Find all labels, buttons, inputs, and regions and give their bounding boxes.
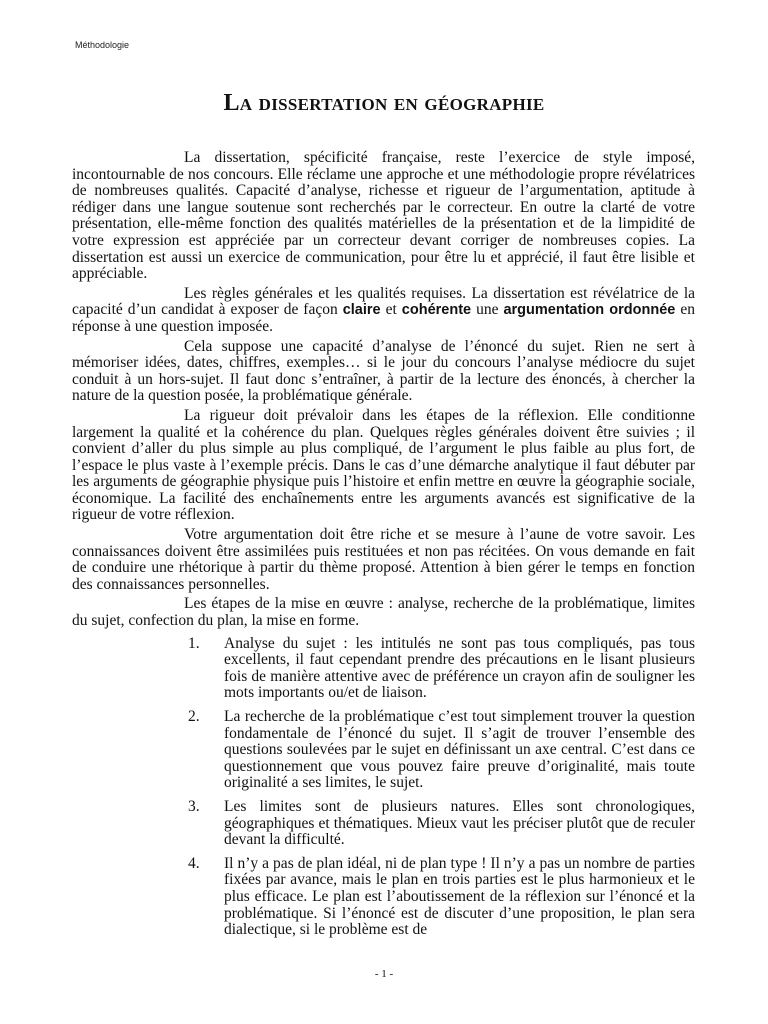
- paragraph-text: en réponse à une question imposée.: [72, 301, 695, 335]
- page-number: - 1 -: [374, 968, 394, 980]
- list-number: 3.: [188, 797, 200, 815]
- list-item-text: Les limites sont de plusieurs natures. Elles sont chronologiques, géographiques et thématiques. Mieux vaut les préciser plutôt que de reculer devant la difficulté.: [224, 797, 695, 849]
- paragraph-steps-intro: Les étapes de la mise en œuvre : analyse, recherche de la problématique, limites du sujet, confection du plan, la mise en forme.: [72, 595, 695, 630]
- emphasis-argumentation: argumentation ordonnée: [503, 302, 676, 319]
- list-item: [72, 709, 695, 792]
- paragraph-intro: La dissertation, spécificité française, reste l’exercice de style imposé, incontournable de nos concours. Elle réclame une approche et une méthodologie propre révélatrices de nombreuses qualités. Capacité d’analyse, richesse et rigueur de l’argumentation, aptitude à rédiger dans une langue soutenue sont recherchés par le correcteur. En outre la clarté de votre présentation, elle-même fonction des qualités matérielles de la présentation et de la limpidité de votre expression est appréciée par un correcteur devant corriger de nombreuses copies. La dissertation est aussi un exercice de communication, pour être lu et apprécié, il faut être lisible et appréciable.: [72, 149, 695, 283]
- list-item-text: La recherche de la problématique c’est tout simplement trouver la question fondamentale de l’énoncé du sujet. Il s’agit de trouver l’ensemble des questions soulevées par le sujet en définissant un axe central. C’est dans ce questionnement que vous pouvez faire preuve d’originalité, mais toute originalité a ses limites, le sujet.: [224, 708, 695, 792]
- page-title: La dissertation en géographie: [223, 90, 545, 116]
- paragraph-argumentation: Votre argumentation doit être riche et se mesure à l’aune de votre savoir. Les connaissances doivent être assimilées puis restituées et non pas récitées. On vous demande en fait de conduire une rhétorique à partir du thème proposé. Attention à bien gérer le temps en fonction des connaissances personnelles.: [72, 526, 695, 593]
- list-number: 4.: [188, 854, 200, 872]
- paragraph-analysis: Cela suppose une capacité d’analyse de l’énoncé du sujet. Rien ne sert à mémoriser idées, dates, chiffres, exemples… si le jour du concours l’analyse médiocre du sujet conduit à un hors-sujet. Il faut donc s’entraîner, à partir de la lecture des énoncés, à chercher la nature de la question posée, la problématique générale.: [72, 337, 695, 405]
- steps-list: [72, 636, 695, 939]
- paragraph-text: une: [471, 301, 504, 319]
- document-body: [72, 150, 695, 946]
- emphasis-claire: claire: [342, 302, 381, 319]
- list-number: 2.: [188, 708, 200, 725]
- list-item: [72, 799, 695, 849]
- list-item: [72, 636, 695, 702]
- list-item-text: Analyse du sujet : les intitulés ne sont pas tous compliqués, pas tous excellents, il faut cependant prendre des précautions en le lisant plusieurs fois de manière attentive avec de préférence un crayon afin de souligner les mots importants ou/et de liaison.: [224, 634, 695, 702]
- list-number: 1.: [188, 634, 200, 652]
- list-item-text: Il n’y a pas de plan idéal, ni de plan type ! Il n’y a pas un nombre de parties fixées par avance, mais le plan en trois parties est le plus harmonieux et le plus efficace. Le plan est l’aboutissement de la réflexion sur l’énoncé et la problématique. Si l’énoncé est de discuter d’une proposition, le plan sera dialectique, si le problème est de: [224, 854, 695, 939]
- emphasis-coherente: cohérente: [401, 302, 472, 319]
- paragraph-text: Les règles générales et les qualités requises. La dissertation est révélatrice de la capacité d’un candidat à exposer de façon: [72, 284, 695, 319]
- paragraph-rigor: La rigueur doit prévaloir dans les étapes de la réflexion. Elle conditionne largement la qualité et la cohérence du plan. Quelques règles générales doivent être suivies ; il convient d’aller du plus simple au plus compliqué, de l’argument le plus faible au plus fort, de l’espace le plus vaste à l’exemple précis. Dans le cas d’une démarche analytique il faut débuter par les arguments de géographie physique puis l’histoire et enfin mettre en œuvre la géographie sociale, économique. La facilité des enchaînements entre les arguments avancés est significative de la rigueur de votre réflexion.: [72, 406, 695, 524]
- paragraph-text: et: [380, 301, 402, 319]
- running-header: Méthodologie: [75, 40, 130, 50]
- paragraph-general-rules: [72, 286, 695, 336]
- list-item: [72, 856, 695, 939]
